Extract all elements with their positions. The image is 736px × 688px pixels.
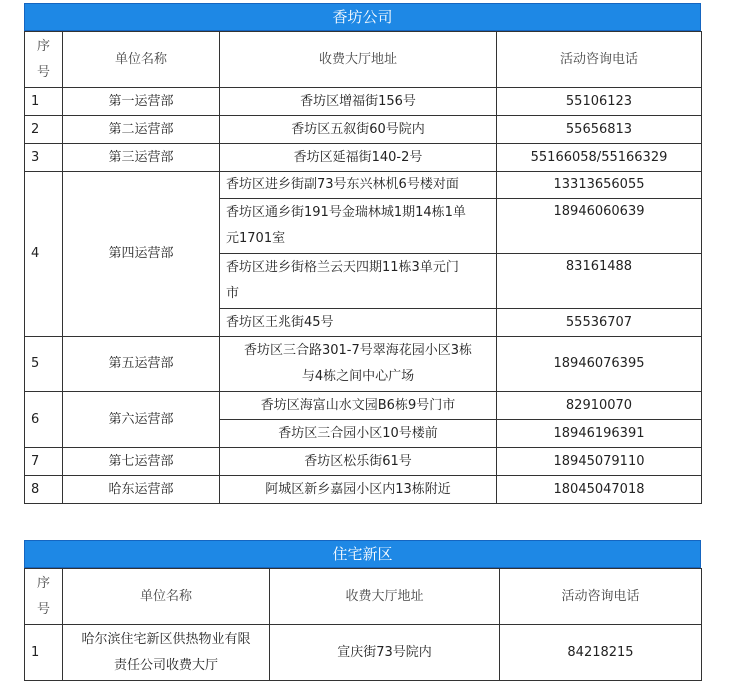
row-seq: 8 — [25, 476, 63, 504]
row-phone: 82910070 — [497, 392, 702, 420]
row-phone: 18946060639 — [497, 199, 702, 254]
row-seq: 6 — [25, 392, 63, 448]
row-unit: 第四运营部 — [63, 172, 220, 337]
row-address: 香坊区延福街140-2号 — [220, 144, 497, 172]
row-unit: 第三运营部 — [63, 144, 220, 172]
header-phone: 活动咨询电话 — [500, 569, 702, 625]
row-seq: 5 — [25, 337, 63, 392]
row-seq: 1 — [25, 625, 63, 681]
row-unit: 第一运营部 — [63, 88, 220, 116]
header-seq: 序 号 — [25, 569, 63, 625]
section-xiangfang — [24, 3, 701, 504]
header-unit: 单位名称 — [63, 32, 220, 88]
table-row — [25, 476, 702, 504]
row-phone: 18946076395 — [497, 337, 702, 392]
row-unit: 哈尔滨住宅新区供热物业有限 责任公司收费大厅 — [63, 625, 270, 681]
row-phone: 84218215 — [500, 625, 702, 681]
office-table — [24, 568, 702, 681]
row-phone: 18945079110 — [497, 448, 702, 476]
row-unit: 第七运营部 — [63, 448, 220, 476]
row-unit: 第五运营部 — [63, 337, 220, 392]
section-title: 香坊公司 — [24, 3, 701, 31]
office-table — [24, 31, 702, 504]
row-seq: 4 — [25, 172, 63, 337]
row-phone: 83161488 — [497, 254, 702, 309]
row-address: 阿城区新乡嘉园小区内13栋附近 — [220, 476, 497, 504]
section-residential-new-district — [24, 540, 701, 681]
row-unit: 哈东运营部 — [63, 476, 220, 504]
row-phone: 18946196391 — [497, 420, 702, 448]
row-address: 香坊区通乡街191号金瑞林城1期14栋1单 元1701室 — [220, 199, 497, 254]
table-row — [25, 337, 702, 392]
row-address: 香坊区松乐街61号 — [220, 448, 497, 476]
row-phone: 55656813 — [497, 116, 702, 144]
row-address: 香坊区三合园小区10号楼前 — [220, 420, 497, 448]
row-phone: 13313656055 — [497, 172, 702, 199]
row-address: 香坊区三合路301-7号翠海花园小区3栋 与4栋之间中心广场 — [220, 337, 497, 392]
row-unit: 第六运营部 — [63, 392, 220, 448]
row-unit: 第二运营部 — [63, 116, 220, 144]
row-phone: 55536707 — [497, 309, 702, 337]
header-phone: 活动咨询电话 — [497, 32, 702, 88]
row-address: 宣庆街73号院内 — [270, 625, 500, 681]
table-row — [25, 625, 702, 681]
table-row — [25, 448, 702, 476]
section-title: 住宅新区 — [24, 540, 701, 568]
row-seq: 1 — [25, 88, 63, 116]
row-address: 香坊区增福街156号 — [220, 88, 497, 116]
row-address: 香坊区王兆街45号 — [220, 309, 497, 337]
table-row — [25, 144, 702, 172]
row-phone: 18045047018 — [497, 476, 702, 504]
row-phone: 55106123 — [497, 88, 702, 116]
row-address: 香坊区五叙街60号院内 — [220, 116, 497, 144]
header-unit: 单位名称 — [63, 569, 270, 625]
row-seq: 2 — [25, 116, 63, 144]
header-address: 收费大厅地址 — [220, 32, 497, 88]
header-address: 收费大厅地址 — [270, 569, 500, 625]
row-address: 香坊区进乡街副73号东兴林机6号楼对面 — [220, 172, 497, 199]
table-row — [25, 392, 702, 420]
table-row — [25, 172, 702, 199]
row-phone: 55166058/55166329 — [497, 144, 702, 172]
row-seq: 7 — [25, 448, 63, 476]
table-header-row — [25, 569, 702, 625]
row-address: 香坊区进乡街格兰云天四期11栋3单元门 市 — [220, 254, 497, 309]
table-header-row — [25, 32, 702, 88]
table-row — [25, 88, 702, 116]
row-seq: 3 — [25, 144, 63, 172]
table-row — [25, 116, 702, 144]
header-seq: 序 号 — [25, 32, 63, 88]
row-address: 香坊区海富山水文园B6栋9号门市 — [220, 392, 497, 420]
